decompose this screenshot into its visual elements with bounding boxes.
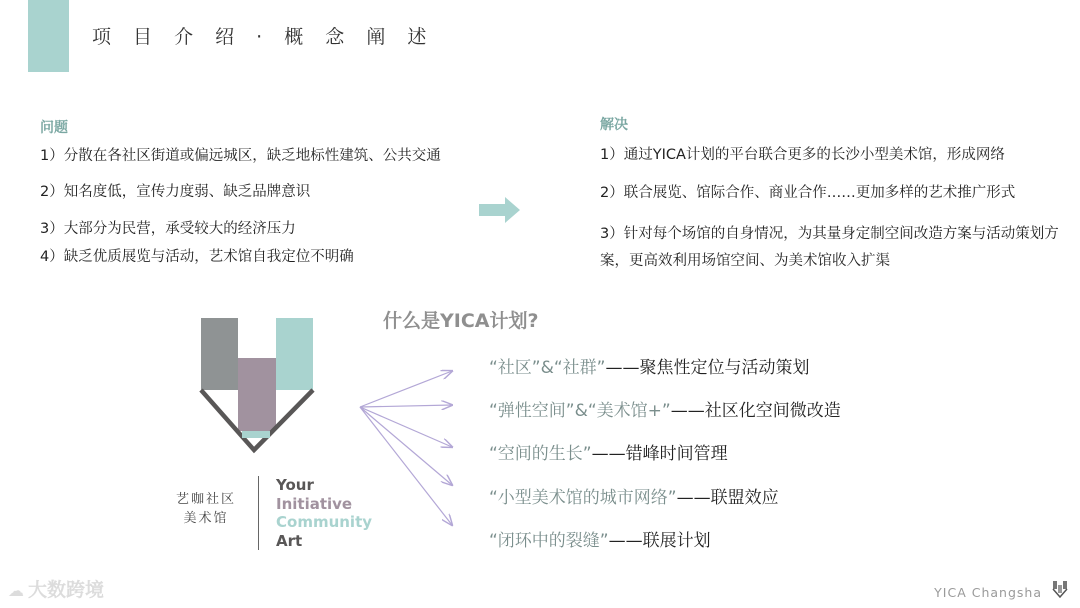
concept-quote: “空间的生长”	[489, 444, 592, 464]
concept-quote: “社区”&“社群”	[489, 358, 606, 378]
page-title: 项 目 介 绍 · 概 念 阐 述	[92, 26, 435, 48]
concept-quote: “闭环中的裂缝”	[489, 531, 609, 551]
concept-desc: ——联展计划	[608, 531, 711, 551]
logo-word-art: Art	[276, 531, 303, 550]
concept-desc: ——社区化空间微改造	[670, 401, 841, 421]
footer-brand: YICA Changsha	[934, 585, 1042, 600]
right-arrow-icon	[479, 196, 521, 224]
solution-item-3: 3）针对每个场馆的自身情况，为其量身定制空间改造方案与活动策划方案，更高效利用场馆空间、为美术馆收入扩渠	[600, 226, 1059, 269]
cloud-logo-icon: ☁	[8, 581, 24, 600]
problem-item-4: 4）缺乏优质展览与活动，艺术馆自我定位不明确	[40, 249, 354, 265]
logo-cn-line-2: 美术馆	[183, 511, 229, 526]
logo-divider	[258, 476, 259, 550]
watermark-text: 大数跨境	[28, 579, 105, 601]
solution-item-2: 2）联合展览、馆际合作、商业合作……更加多样的艺术推广形式	[600, 185, 1016, 201]
corner-accent-block	[28, 0, 69, 72]
logo-word-community: Community	[276, 513, 373, 531]
logo-word-initiative: Initiative	[276, 494, 353, 513]
problem-item-3: 3）大部分为民营，承受较大的经济压力	[40, 221, 296, 237]
problem-item-1: 1）分散在各社区街道或偏远城区，缺乏地标性建筑、公共交通	[40, 148, 441, 164]
concept-desc: ——聚焦性定位与活动策划	[605, 358, 810, 378]
concept-item-1	[489, 353, 810, 378]
concept-item-2	[489, 396, 841, 421]
concept-arrows	[355, 365, 465, 530]
concept-quote: “小型美术馆的城市网络”	[489, 488, 677, 508]
solution-label: 解决	[600, 117, 628, 133]
logo-cn-line-1: 艺咖社区	[176, 492, 237, 507]
problem-item-2: 2）知名度低，宣传力度弱、缺乏品牌意识	[40, 184, 311, 200]
yica-mark-icon	[1052, 580, 1068, 598]
concept-item-4	[489, 483, 779, 508]
concept-desc: ——错峰时间管理	[591, 444, 728, 464]
watermark	[8, 575, 104, 602]
concept-desc: ——联盟效应	[676, 488, 779, 508]
concept-item-3	[489, 439, 728, 464]
solution-item-1: 1）通过YICA计划的平台联合更多的长沙小型美术馆，形成网络	[600, 147, 1005, 163]
problem-label: 问题	[40, 120, 68, 136]
logo-chinese-name	[176, 490, 236, 528]
yica-question-heading: 什么是YICA计划?	[383, 310, 539, 332]
concept-quote: “弹性空间”&“美术馆+”	[489, 401, 671, 421]
logo-word-your: Your	[276, 476, 314, 494]
concept-item-5	[489, 526, 711, 551]
yica-logo-mark	[190, 315, 320, 455]
